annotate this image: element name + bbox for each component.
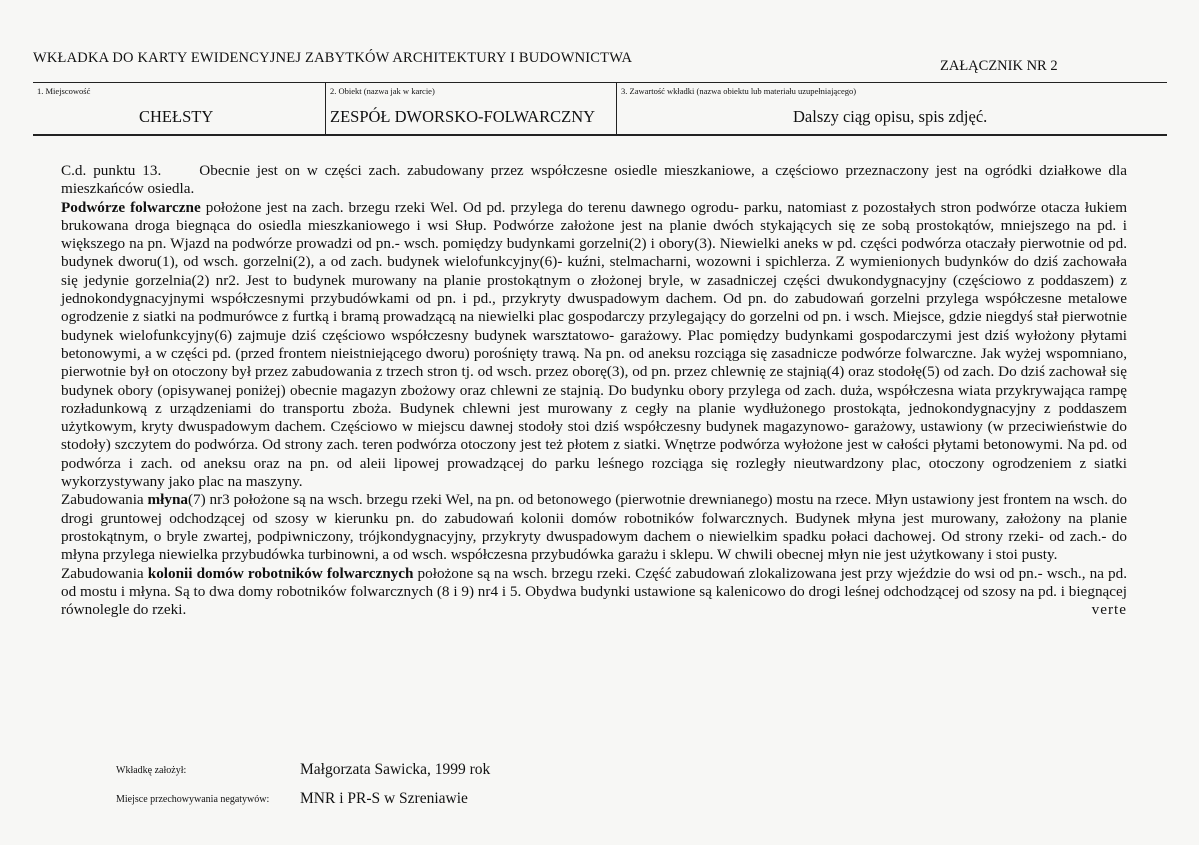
paragraph-continuation: C.d. punktu 13. Obecnie jest on w części zach. zabudowany przez współczesne osiedle mieszkaniowe, a częściowo przeznaczony jest na ogródki działkowe dla mieszkańców osiedla. xyxy=(61,162,1127,198)
storage-value: MNR i PR-S w Szreniawie xyxy=(300,790,468,807)
paragraph-lead: C.d. punktu 13. xyxy=(61,162,162,179)
field-label: 2. Obiekt (nazwa jak w karcie) xyxy=(330,86,435,96)
section-heading: młyna xyxy=(147,491,188,509)
field-value: Dalszy ciąg opisu, spis zdjęć. xyxy=(793,107,988,126)
document-title: WKŁADKA DO KARTY EWIDENCYJNEJ ZABYTKÓW ARCHITEKTURY I BUDOWNICTWA xyxy=(33,50,633,66)
field-value: ZESPÓŁ DWORSKO-FOLWARCZNY xyxy=(330,107,596,126)
field-value: CHEŁSTY xyxy=(139,107,214,126)
verte-note: verte xyxy=(1091,601,1127,619)
field-contents xyxy=(617,82,1167,135)
description-text xyxy=(61,162,1127,619)
paragraph-workers-houses: Zabudowania kolonii domów robotników folwarcznych położone są na wsch. brzegu rzeki. Część zabudowań zlokalizowana jest przy wjeździe do wsi od pn.- wsch., na pd. od mostu i młyna. Są to dwa domy robotników folwarcznych (8 i 9) nr4 i 5. Obydwa budynki ustawione są kalenicowo do drogi leśnej odchodzącej od szosy na pd. i biegnącej równolegle do rzeki. verte xyxy=(61,564,1128,619)
paragraph-farm-yard: Podwórze folwarczne położone jest na zach. brzegu rzeki Wel. Od pd. przylega do terenu dawnego ogrodu- parku, natomiast z pozostałych stron podwórze otacza łukiem brukowana droga biegnąca do osiedla mieszkaniowego i wsi Słup. Podwórze założone jest na planie dwóch stykających się ze sobą prostokątów, mniejszego na pd. i większego na pn. Wjazd na podwórze prowadzi od pn.- wsch. pomiędzy budynkami gorzelni(2) i obory(3). Niewielki aneks w pd. części podwórza otaczały pierwotnie od pd. budynek dworu(1), od wsch. gorzelni(2), a od zach. budynek wielofunkcyjny(6)- kuźni, stelmacharni, wozowni i spichlerza. Z wymienionych budynków do dziś zachowała się jedynie gorzelnia(2) nr2. Jest to budynek murowany na planie prostokątnym o złożonej bryle, w zasadniczej części dwukondygnacyjny (częściowo z poddaszem) z jednokondygnacyjnymi współczesnymi przybudówkami od pn. i pd., przykryty dwuspadowym dachem. Od pn. do zabudowań gorzelni przylega współczesne metalowe ogrodzenie z siatki na podmurówce z furtką i bramą prowadzącą na niewielki plac gospodarczy przylegający do gorzelni od pn. i wsch. Miejsce, gdzie niegdyś stał pierwotnie budynek wielofunkcyjny(6) zajmuje dziś częściowo współczesny budynek warsztatowo- garażowy. Plac pomiędzy budynkami gospodarczymi jest dziś wyłożony płytami betonowymi, a w części pd. (przed frontem nieistniejącego dworu) porośnięty trawą. Na pn. od aneksu rozciąga się zasadnicze podwórze folwarczne. Jak wyżej wspomniano, pierwotnie był on otoczony był przez zabudowania z trzech stron tj. od wsch. przez oborę(3), od pn. przez chlewnię ze stajnią(4) oraz stodołę(5) od zach. Do dziś zachował się budynek obory (opisywanej poniżej) obecnie magazyn zbożowy oraz chlewni ze stajnią. Do budynku obory przylega od zach. duża, współczesna wiata przykrywająca rampę rozładunkową z urządzeniami do transportu zboża. Budynek chlewni jest murowany z cegły na planie wydłużonego prostokąta, jednokondygnacyjny z poddaszem użytkowym, kryty dwuspadowym dachem. Częściowo w miejscu dawnej stodoły stoi dziś współczesny budynek magazynowo- garażowy, ustawiony (w przeciwieństwie do stodoły) szczytem do podwórza. Od strony zach. teren podwórza otoczony jest też płotem z siatki. Wnętrze podwórza wyłożone jest w całości płytami betonowymi. Na pd. od podwórza i zach. od aneksu oraz na pn. od aleii lipowej prowadzącej do parku leśnego rozciąga się rozległy nieutwardzony plac, otoczony ogrodzeniem z siatki wykorzystywany jako plac na maszyny. xyxy=(61,198,1128,491)
section-heading: Podwórze folwarczne xyxy=(61,198,201,216)
author-label: Wkładkę założył: xyxy=(116,765,187,776)
author-value: Małgorzata Sawicka, 1999 rok xyxy=(300,761,491,778)
header-fields-table xyxy=(33,82,1167,135)
section-heading: kolonii domów robotników folwarcznych xyxy=(147,564,414,582)
field-locality xyxy=(33,82,325,135)
storage-label: Miejsce przechowywania negatywów: xyxy=(116,794,270,805)
field-object xyxy=(326,82,616,135)
attachment-number: ZAŁĄCZNIK NR 2 xyxy=(940,58,1058,74)
paragraph-mill: Zabudowania młyna(7) nr3 położone są na wsch. brzegu rzeki Wel, na pn. od betonowego (pierwotnie drewnianego) mostu na rzece. Młyn ustawiony jest frontem na wsch. do drogi gruntowej odchodzącej od szosy w kierunku pn. do zabudowań kolonii domów robotników folwarcznych. Budynek młyna jest murowany, założony na planie prostokątnym, o bryle zwartej, podpiwniczony, trójkondygnacyjny, przykryty dwuspadowym dachem o niewielkim spadku połaci dachowej. Od strony rzeki- od zach.- do młyna przylega niewielka przybudówka turbinowni, a od wsch. współczesna przybudówka garażu i sklepu. W chwili obecnej młyn nie jest użytkowany i stoi pusty. xyxy=(61,491,1128,564)
field-label: 1. Miejscowość xyxy=(37,86,91,96)
field-label: 3. Zawartość wkładki (nazwa obiektu lub materiału uzupełniającego) xyxy=(621,86,857,96)
